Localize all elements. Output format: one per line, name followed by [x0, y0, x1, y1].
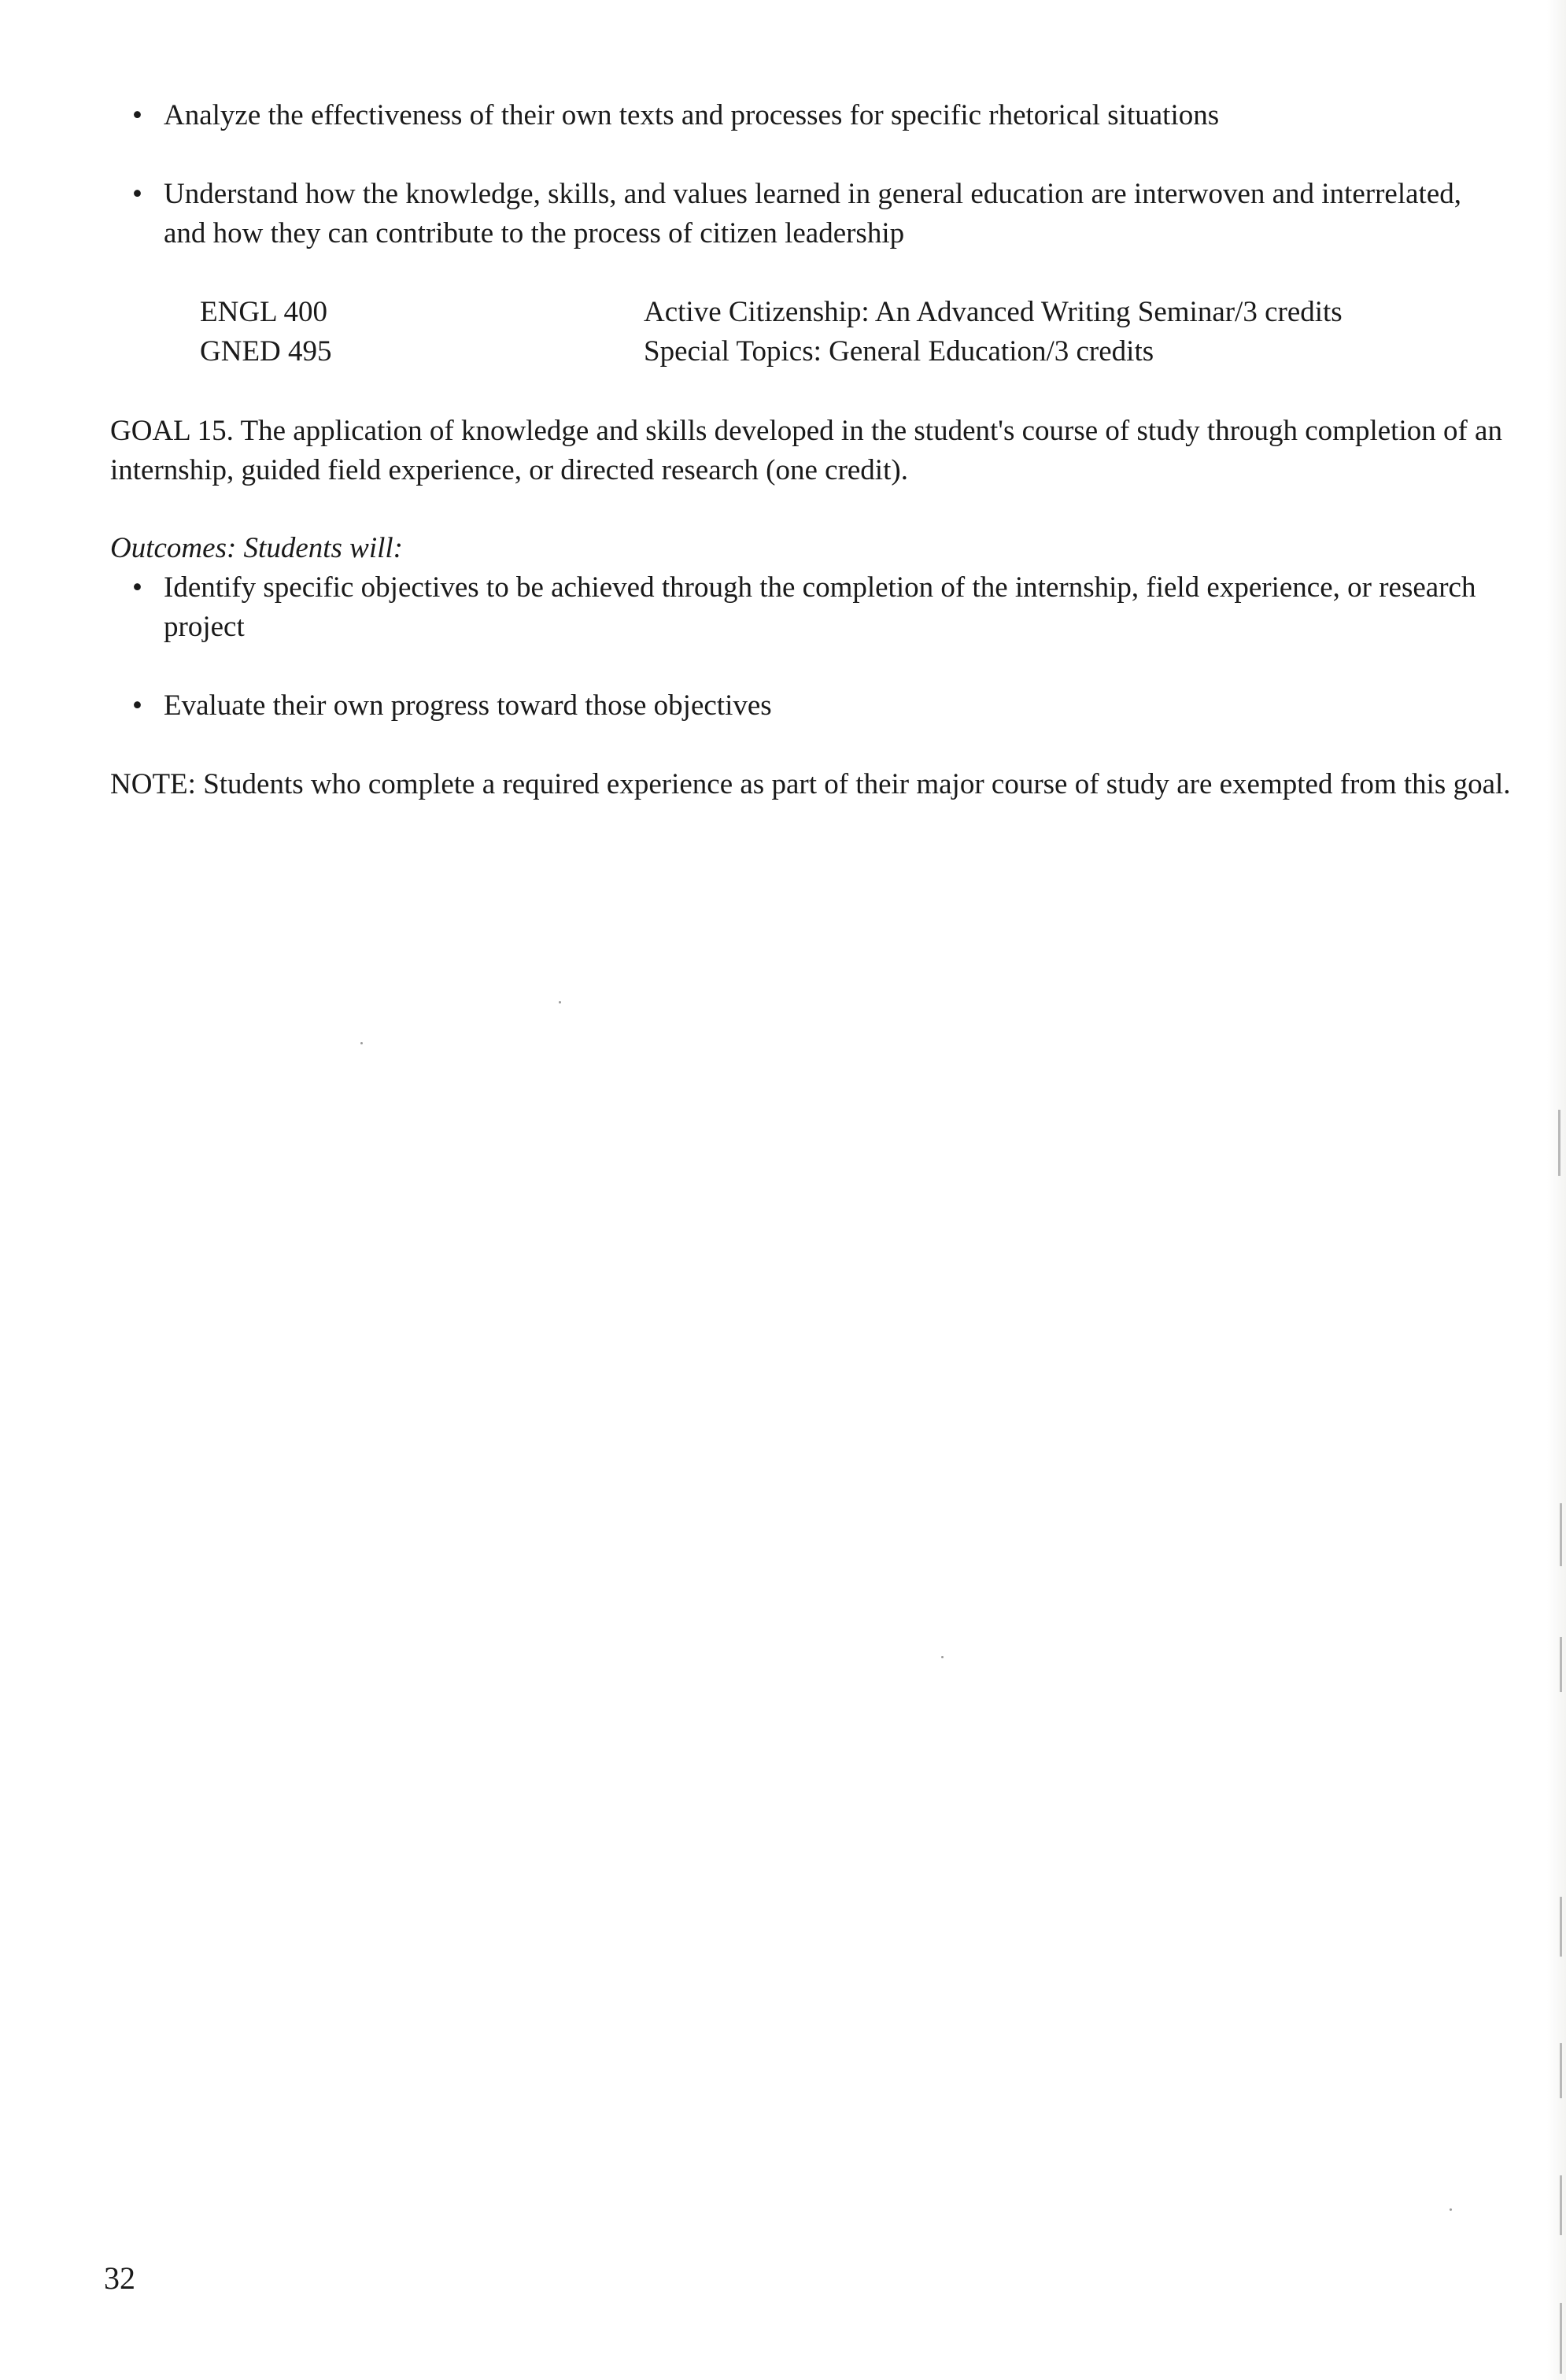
edge-mark	[1560, 1503, 1562, 1566]
course-title: Active Citizenship: An Advanced Writing Seminar/3 credits	[644, 296, 1343, 328]
goal-paragraph	[110, 412, 1511, 490]
note-paragraph	[110, 765, 1519, 804]
bullet-text: Analyze the effectiveness of their own texts and processes for specific rhetorical situations	[164, 99, 1220, 131]
bullet-icon: •	[132, 178, 142, 210]
bullet-text: Understand how the knowledge, skills, and values learned in general education are interwoven and interrelated, and how they can contribute to the process of citizen leadership	[164, 178, 1461, 249]
scan-speck	[360, 1042, 363, 1044]
note-text: Students who complete a required experience as part of their major course of study are exempted from this goal.	[203, 768, 1511, 800]
edge-mark	[1560, 2043, 1562, 2098]
edge-mark	[1560, 2303, 1562, 2374]
bullet-icon: •	[132, 99, 142, 131]
course-title: Special Topics: General Education/3 credits	[644, 335, 1154, 368]
bullet-text: Evaluate their own progress toward those objectives	[164, 689, 772, 722]
edge-mark	[1560, 1637, 1562, 1692]
bullet-item	[132, 686, 1517, 726]
note-label: NOTE:	[110, 768, 196, 800]
edge-mark	[1560, 1897, 1562, 1957]
scan-speck	[559, 1001, 561, 1003]
page-edge	[1547, 0, 1566, 2380]
bullet-item	[132, 96, 1517, 135]
course-code: ENGL 400	[200, 296, 328, 328]
edge-mark	[1558, 1110, 1560, 1176]
outcomes-label: Outcomes: Students will:	[110, 532, 404, 564]
goal-label: GOAL 15.	[110, 415, 234, 447]
bullet-text: Identify specific objectives to be achieved through the completion of the internship, field experience, or research project	[164, 571, 1476, 643]
bullet-icon: •	[132, 571, 142, 604]
scan-speck	[941, 1656, 944, 1658]
bullet-item	[132, 175, 1501, 253]
goal-text: The application of knowledge and skills developed in the student's course of study through completion of an internship, guided field experience, or directed research (one credit).	[110, 415, 1502, 486]
edge-mark	[1560, 2175, 1562, 2235]
scan-speck	[1450, 2208, 1452, 2211]
page-number: 32	[104, 2260, 135, 2296]
course-code: GNED 495	[200, 335, 332, 368]
bullet-icon: •	[132, 689, 142, 722]
bullet-item	[132, 568, 1517, 647]
